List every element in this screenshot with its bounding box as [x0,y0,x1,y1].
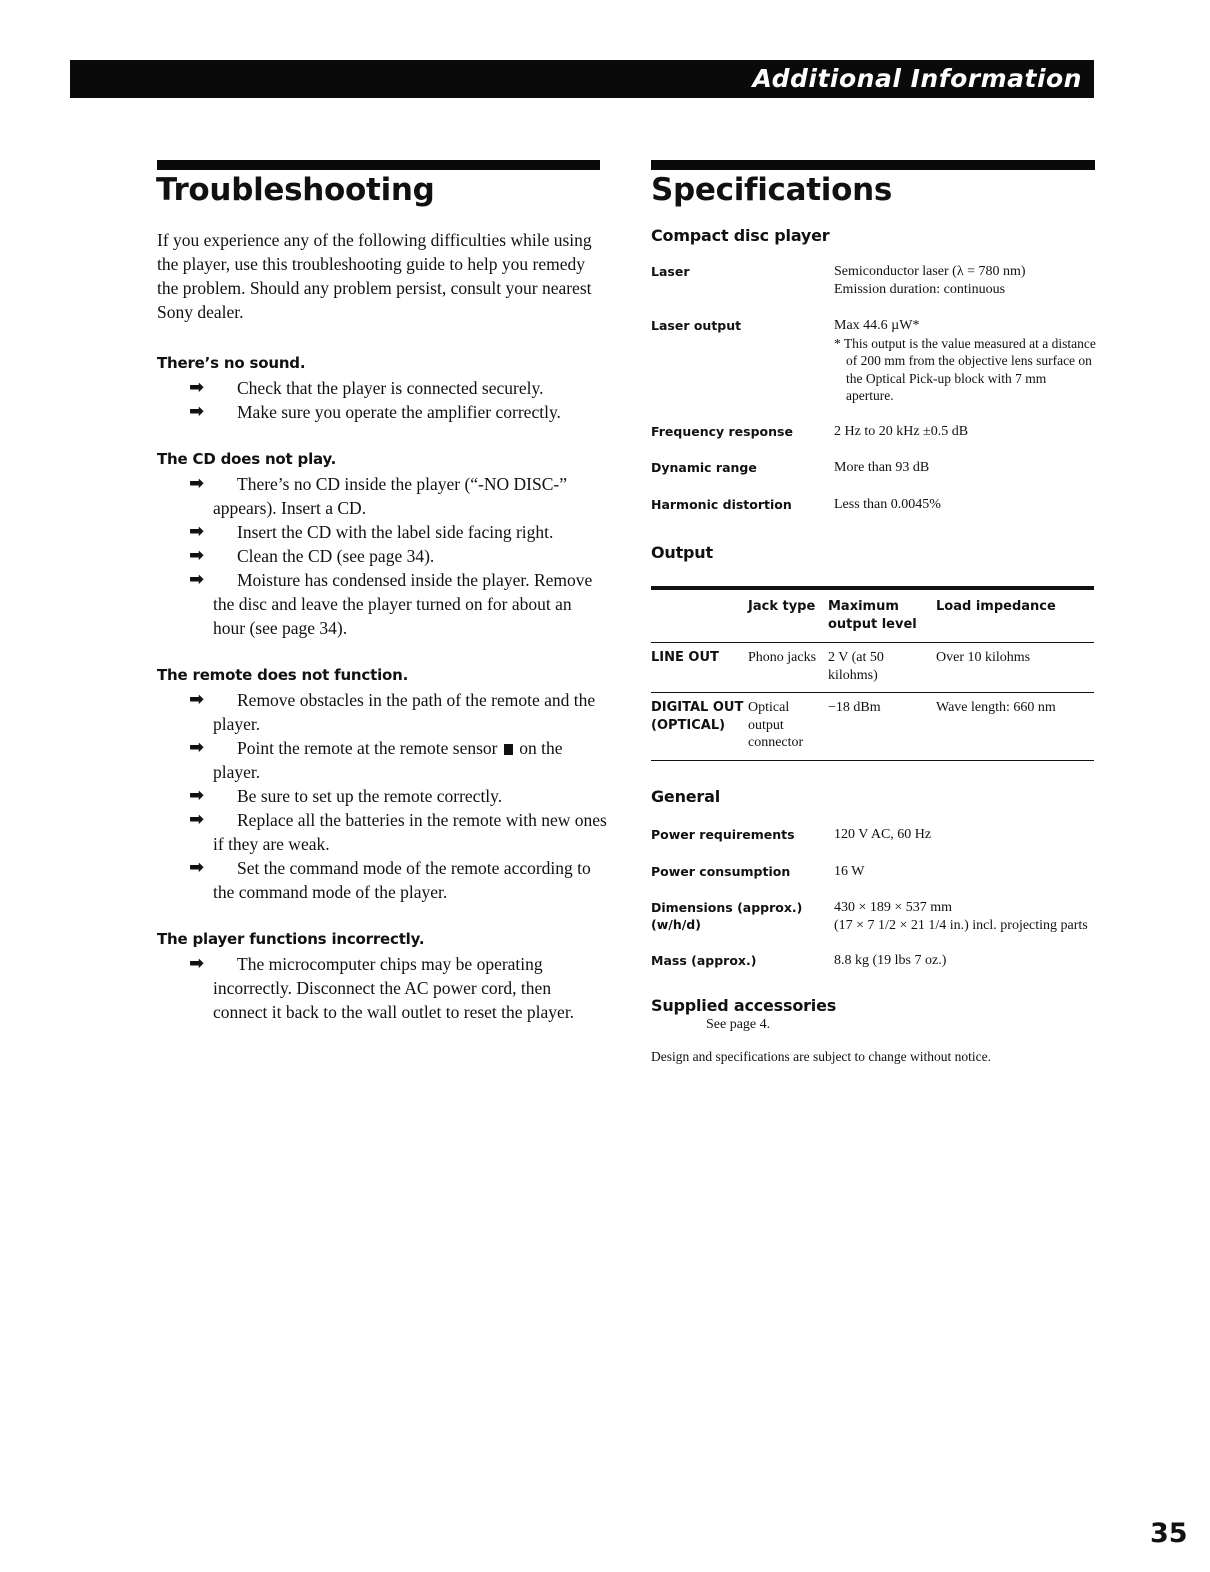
table-cell: Over 10 kilohms [936,650,1031,665]
arrow-right-icon: ➡ [189,545,205,566]
compact-disc-player-heading: Compact disc player [651,226,830,245]
table-row [651,693,1094,760]
general-specs [651,826,1096,970]
spec-row-frequency-response [651,423,1096,441]
issue-title: The remote does not function. [157,666,409,684]
supplied-accessories-text: See page 4. [706,1016,771,1032]
spec-label: Harmonic distortion [651,496,792,512]
tip [157,376,607,400]
output-table-header [651,590,1094,642]
arrow-right-icon: ➡ [189,857,205,878]
spec-label: Mass (approx.) [651,953,757,968]
issue-cd-does-not-play [157,450,607,640]
arrow-right-icon: ➡ [189,785,205,806]
tip [157,472,607,520]
spec-footnote: * This output is the value measured at a distance of 200 mm from the objective lens surface on the Optical Pick-up block with 7 mm aperture. [834,335,1096,403]
spec-value: 16 W [834,863,865,879]
remote-sensor-icon [504,744,513,755]
troubleshooting-title: Troubleshooting [156,172,435,208]
spec-row-power-consumption [651,863,1096,881]
tip-text: Clean the CD (see page 34). [237,546,435,566]
column-header: Load impedance [936,599,1056,614]
tip [157,520,607,544]
arrow-right-icon: ➡ [189,737,205,758]
output-table-bottom-rule [651,760,1094,762]
spec-value: Less than 0.0045% [834,496,941,512]
specifications-title: Specifications [651,172,893,208]
tip [157,400,607,424]
arrow-right-icon: ➡ [189,569,205,590]
table-cell: −18 dBm [828,700,881,715]
spec-value-line: Max 44.6 µW* [834,318,920,333]
spec-row-dimensions [651,899,1096,934]
table-cell: Wave length: 660 nm [936,700,1056,715]
spec-row-power-requirements [651,826,1096,844]
section-header-title: Additional Information [752,64,1082,93]
tip-text-suffix: on the player. [213,738,563,782]
tip-text: Make sure you operate the amplifier correctly. [237,402,561,422]
spec-row-laser-output [651,317,1096,405]
spec-value-line: Emission duration: continuous [834,281,1006,297]
table-row [651,643,1094,692]
spec-value [834,899,1088,934]
tip-text: Moisture has condensed inside the player. Remove the disc and leave the player turned on for about an hour (see page 34). [213,570,593,638]
spec-value [834,317,1096,405]
cd-player-specs [651,263,1096,513]
tip [157,568,607,640]
specifications-rule [651,160,1095,170]
table-cell-label: DIGITAL OUT (OPTICAL) [651,700,744,733]
spec-value [834,263,1026,298]
column-header: Jack type [748,599,816,614]
spec-label: Power consumption [651,863,791,879]
tip [157,544,607,568]
troubleshooting-column [157,228,607,1050]
spec-value: 120 V AC, 60 Hz [834,827,932,842]
spec-value: More than 93 dB [834,460,930,475]
spec-label: Frequency response [651,423,793,439]
issue-title: The CD does not play. [157,450,337,468]
spec-value: 8.8 kg (19 lbs 7 oz.) [834,953,947,968]
troubleshooting-rule [157,160,600,170]
spec-label: Dynamic range [651,460,757,475]
tip-text: Replace all the batteries in the remote with new ones if they are weak. [213,810,607,854]
arrow-right-icon: ➡ [189,953,205,974]
tip [157,808,607,856]
tip-text: Set the command mode of the remote according to the command mode of the player. [213,858,591,902]
troubleshooting-intro: If you experience any of the following difficulties while using the player, use this troubleshooting guide to help you remedy the problem. Should any problem persist, consult your nearest Sony dealer. [157,230,592,322]
tip [157,784,607,808]
tip-text: There’s no CD inside the player (“-NO DISC-” appears). Insert a CD. [213,474,567,518]
spec-value-line: 430 × 189 × 537 mm [834,900,953,915]
table-cell: Optical output connector [748,700,804,750]
spec-label: Laser [651,264,690,279]
issue-title: There’s no sound. [157,354,306,372]
issue-remote-not-function [157,666,607,904]
tip-text: Check that the player is connected securely. [237,378,544,398]
spec-value-line: Semiconductor laser (λ = 780 nm) [834,264,1026,279]
page-number: 35 [1150,1518,1188,1549]
issue-title: The player functions incorrectly. [157,930,425,948]
arrow-right-icon: ➡ [189,689,205,710]
spec-label: Dimensions (approx.) (w/h/d) [651,900,803,932]
spec-value-line: (17 × 7 1/2 × 21 1/4 in.) incl. projecting parts [834,917,1088,933]
spec-row-mass [651,952,1096,970]
tip [157,952,607,1024]
tip-text: Insert the CD with the label side facing right. [237,522,554,542]
tip-text: Point the remote at the remote sensor [237,738,498,758]
tip-text: The microcomputer chips may be operating incorrectly. Disconnect the AC power cord, then connect it back to the wall outlet to reset the player. [213,954,575,1022]
arrow-right-icon: ➡ [189,809,205,830]
supplied-accessories-heading: Supplied accessories [651,995,837,1015]
arrow-right-icon: ➡ [189,401,205,422]
table-cell: 2 V (at 50 kilohms) [828,650,884,683]
tip-text: Remove obstacles in the path of the remote and the player. [213,690,596,734]
output-table [651,586,1094,761]
arrow-right-icon: ➡ [189,521,205,542]
spec-row-harmonic-distortion [651,496,1096,514]
arrow-right-icon: ➡ [189,377,205,398]
tip [157,688,607,736]
spec-row-dynamic-range [651,459,1096,477]
arrow-right-icon: ➡ [189,473,205,494]
section-header-bar [70,60,1094,98]
issue-player-functions-incorrectly [157,930,607,1024]
spec-value: 2 Hz to 20 kHz ±0.5 dB [834,423,969,439]
general-heading: General [651,787,720,806]
column-header: Maximum output level [828,599,917,632]
spec-label: Laser output [651,318,742,333]
spec-label: Power requirements [651,827,795,842]
issue-no-sound [157,354,607,424]
specifications-column [651,226,1096,1065]
tip [157,856,607,904]
tip [157,736,607,784]
design-change-note: Design and specifications are subject to change without notice. [651,1048,992,1064]
table-cell: Phono jacks [748,650,817,665]
spec-row-laser [651,263,1096,298]
tip-text: Be sure to set up the remote correctly. [237,786,503,806]
table-cell-label: LINE OUT [651,650,719,665]
output-heading: Output [651,543,713,562]
